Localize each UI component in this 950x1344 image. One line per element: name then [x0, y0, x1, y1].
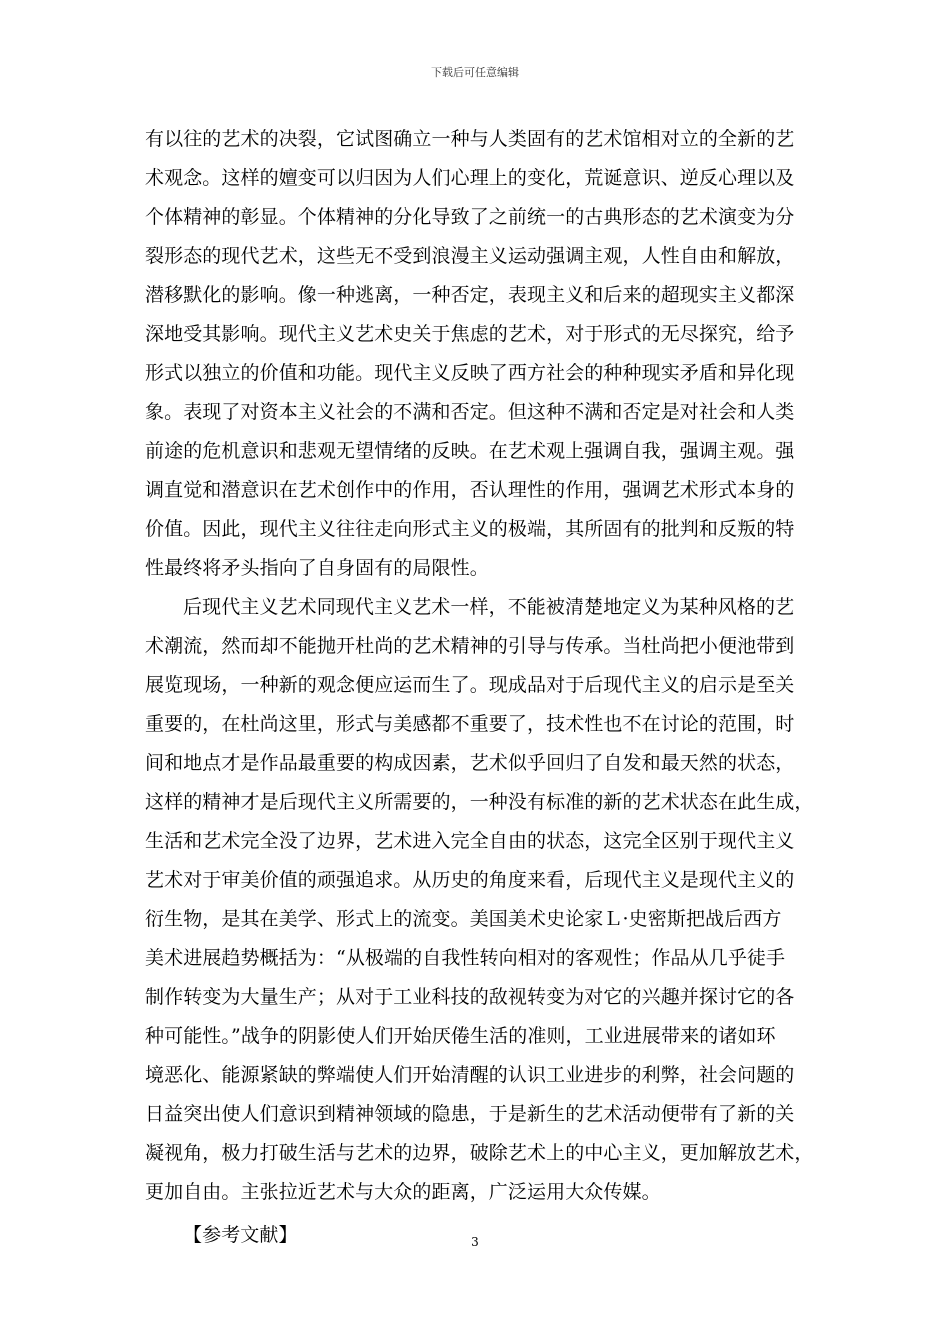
text-line: 展览现场，一种新的观念便应运而生了。现成品对于后现代主义的启示是至关 — [145, 674, 795, 696]
text-line: 潜移默化的影响。像一种逃离，一种否定，表现主义和后来的超现实主义都深 — [145, 284, 795, 306]
text-line: 价值。因此，现代主义往往走向形式主义的极端，其所固有的批判和反叛的特 — [145, 518, 795, 540]
text-line: 深地受其影响。现代主义艺术史关于焦虑的艺术，对于形式的无尽探究，给予 — [145, 323, 795, 345]
text-line: 术潮流，然而却不能抛开杜尚的艺术精神的引导与传承。当杜尚把小便池带到 — [145, 635, 795, 657]
paragraph-2 — [145, 588, 814, 1212]
paragraph-1 — [145, 120, 809, 588]
text-line: 衍生物，是其在美学、形式上的流变。美国美术史论家Ｌ·史密斯把战后西方 — [145, 908, 782, 930]
text-line: 形式以独立的价值和功能。现代主义反映了西方社会的种种现实矛盾和异化现 — [145, 362, 795, 384]
references-heading: 【参考文献】 — [183, 1224, 298, 1246]
text-line: 境恶化、能源紧缺的弊端使人们开始清醒的认识工业进步的利弊，社会问题的 — [145, 1064, 795, 1086]
text-line: 种可能性。”战争的阴影使人们开始厌倦生活的准则，工业进展带来的诸如环 — [145, 1025, 776, 1047]
text-line: 后现代主义艺术同现代主义艺术一样，不能被清楚地定义为某种风格的艺 — [183, 596, 795, 618]
text-line: 制作转变为大量生产；从对于工业科技的敌视转变为对它的兴趣并探讨它的各 — [145, 986, 795, 1008]
page-number: 3 — [471, 1235, 479, 1249]
text-line: 美术进展趋势概括为：“从极端的自我性转向相对的客观性；作品从几乎徒手 — [145, 947, 786, 969]
text-line: 艺术对于审美价值的顽强追求。从历史的角度来看，后现代主义是现代主义的 — [145, 869, 795, 891]
text-line: 日益突出使人们意识到精神领域的隐患，于是新生的艺术活动便带有了新的关 — [145, 1103, 795, 1125]
text-line: 这样的精神才是后现代主义所需要的，一种没有标准的新的艺术状态在此生成， — [145, 791, 814, 813]
text-line: 象。表现了对资本主义社会的不满和否定。但这种不满和否定是对社会和人类 — [145, 401, 795, 423]
text-line: 术观念。这样的嬗变可以归因为人们心理上的变化，荒诞意识、逆反心理以及 — [145, 167, 795, 189]
text-line: 生活和艺术完全没了边界，艺术进入完全自由的状态，这完全区别于现代主义 — [145, 830, 795, 852]
document-body — [145, 120, 814, 1255]
text-line: 个体精神的彰显。个体精神的分化导致了之前统一的古典形态的艺术演变为分 — [145, 206, 795, 228]
text-line: 裂形态的现代艺术，这些无不受到浪漫主义运动强调主观，人性自由和解放， — [145, 245, 795, 267]
text-line: 更加自由。主张拉近艺术与大众的距离，广泛运用大众传媒。 — [145, 1181, 661, 1203]
page-header: 下载后可任意编辑 — [431, 66, 519, 79]
text-line: 间和地点才是作品最重要的构成因素，艺术似乎回归了自发和最天然的状态， — [145, 752, 795, 774]
text-line: 前途的危机意识和悲观无望情绪的反映。在艺术观上强调自我，强调主观。强 — [145, 440, 795, 462]
text-line: 性最终将矛头指向了自身固有的局限性。 — [145, 557, 489, 579]
text-line: 调直觉和潜意识在艺术创作中的作用，否认理性的作用，强调艺术形式本身的 — [145, 479, 795, 501]
text-line: 重要的，在杜尚这里，形式与美感都不重要了，技术性也不在讨论的范围，时 — [145, 713, 795, 735]
text-line: 凝视角，极力打破生活与艺术的边界，破除艺术上的中心主义，更加解放艺术， — [145, 1142, 814, 1164]
text-line: 有以往的艺术的决裂，它试图确立一种与人类固有的艺术馆相对立的全新的艺 — [145, 128, 795, 150]
